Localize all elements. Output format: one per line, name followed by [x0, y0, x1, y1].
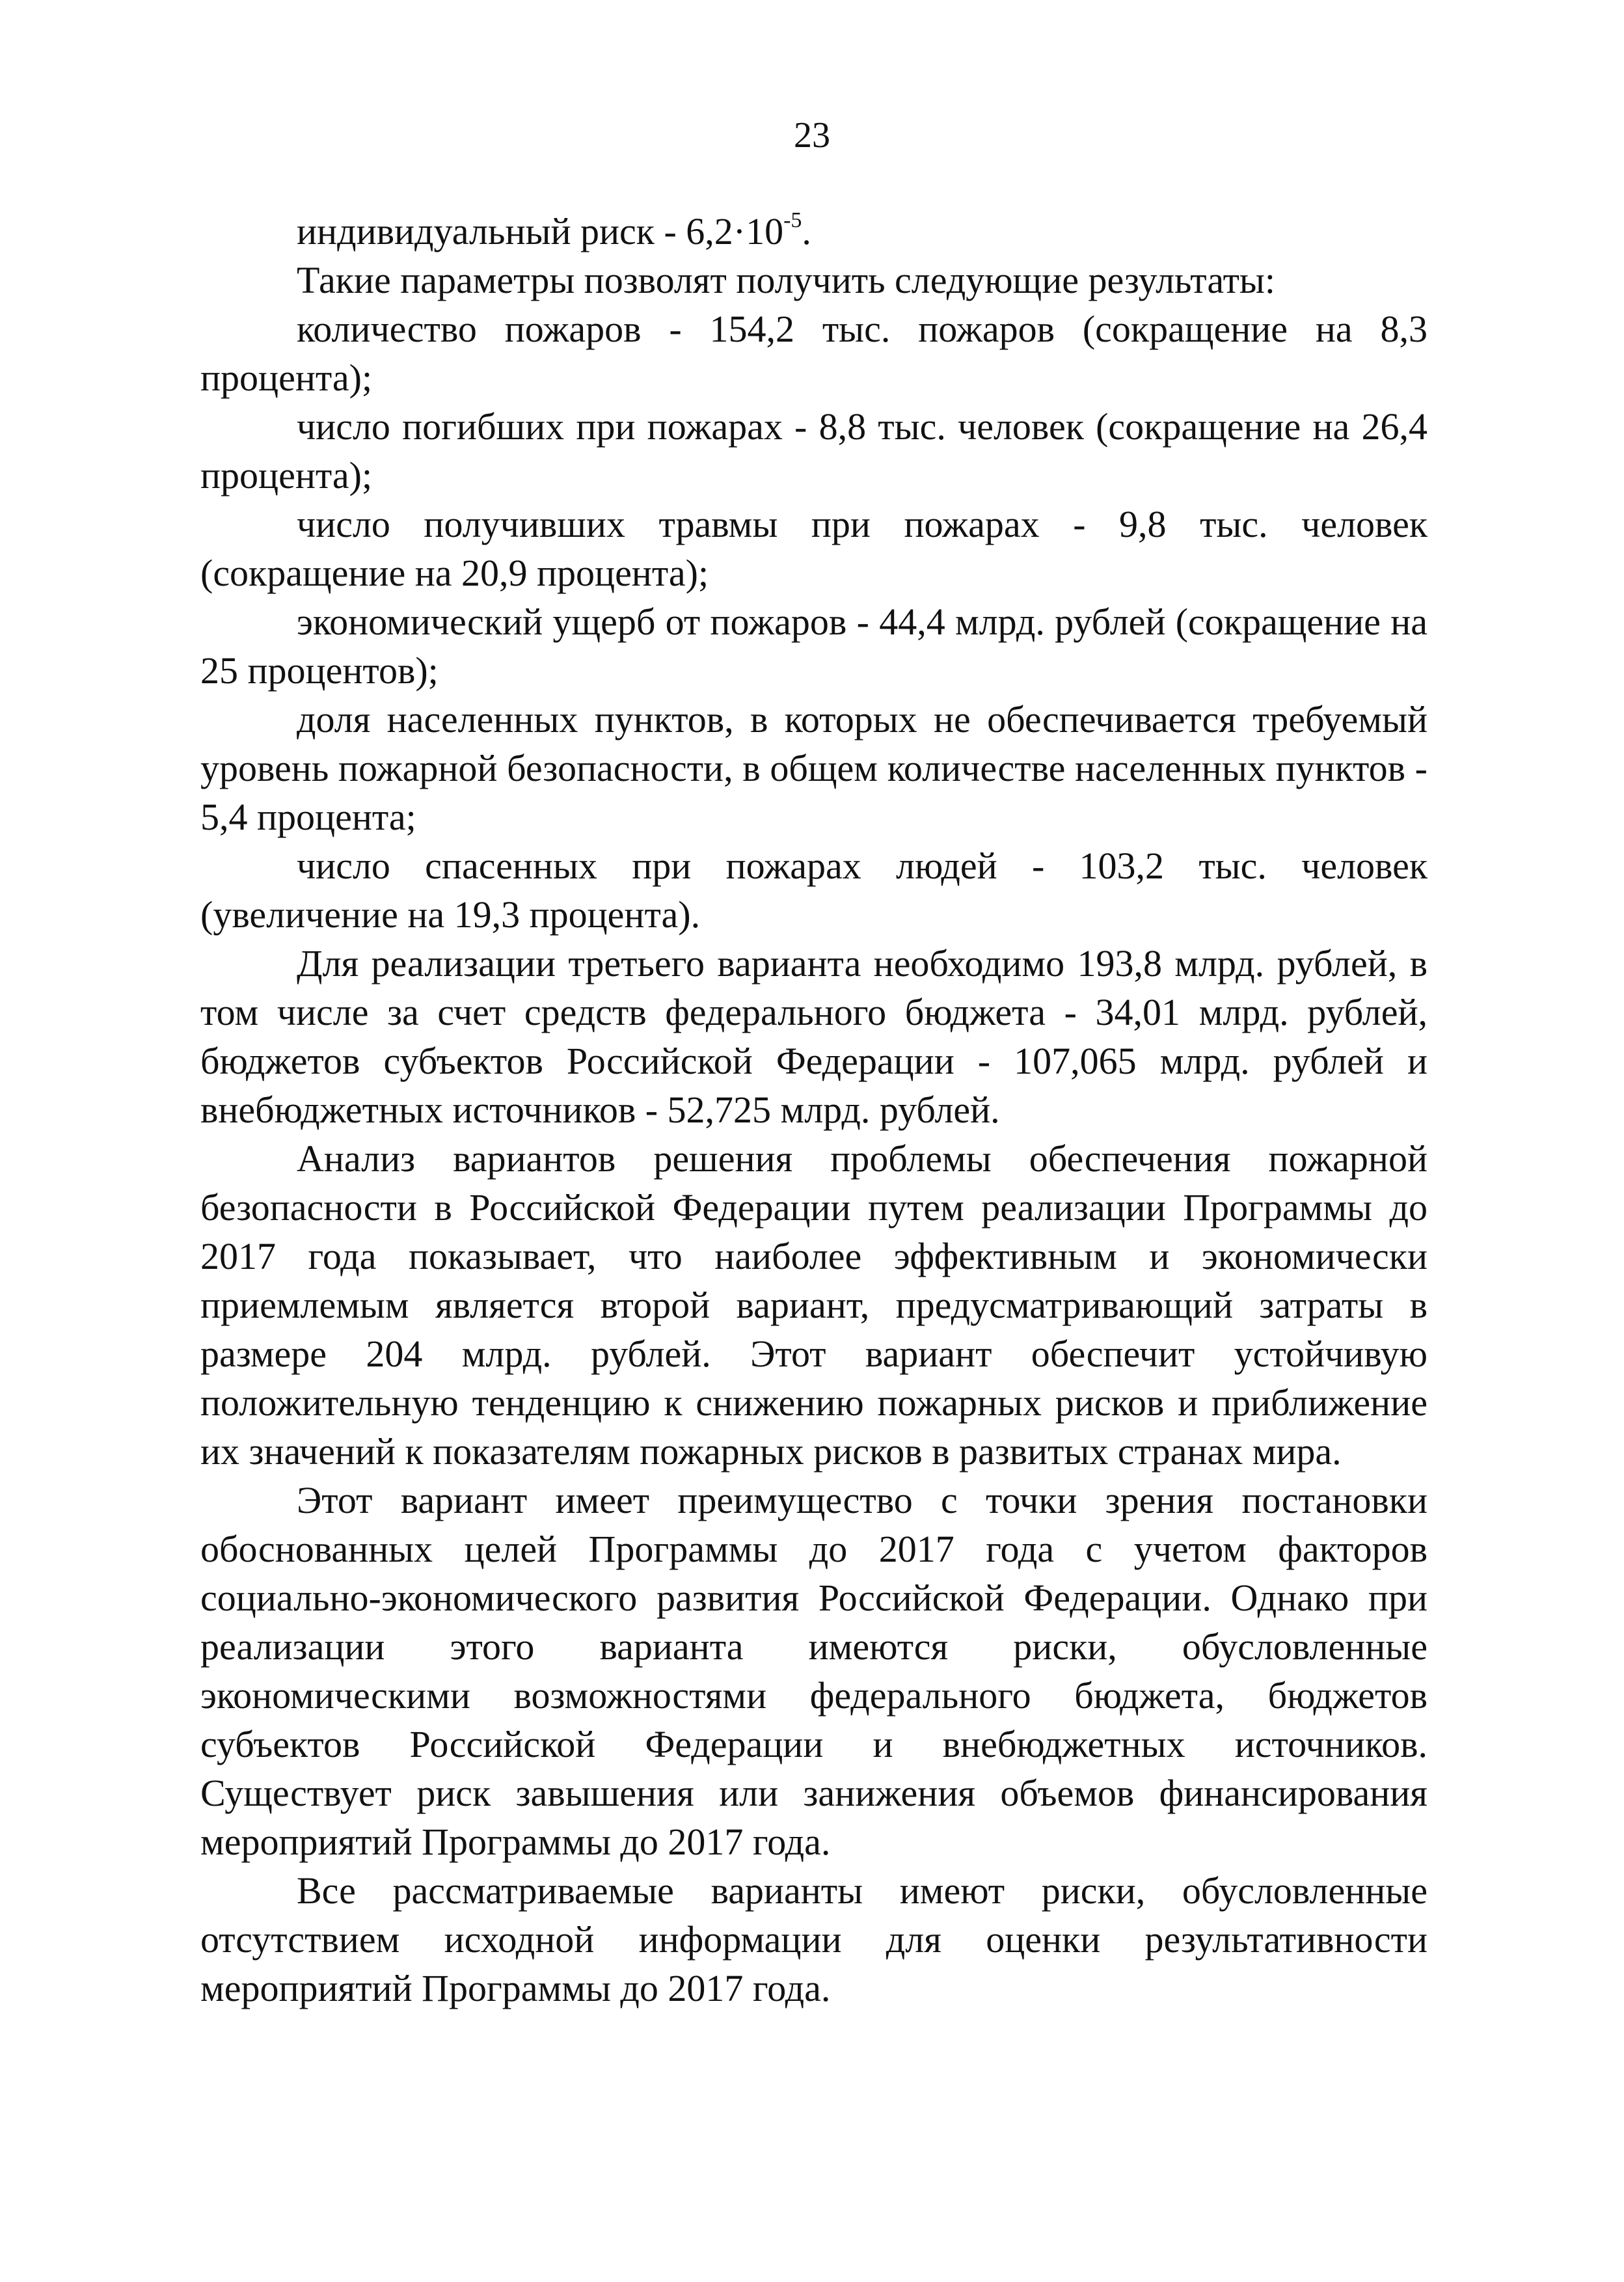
paragraph-economic-damage: экономический ущерб от пожаров - 44,4 млрд. рублей (сокращение на 25 процентов);	[200, 601, 1428, 692]
paragraph-third-variant-funding: Для реализации третьего варианта необходимо 193,8 млрд. рублей, в том числе за счет средств федерального бюджета - 34,01 млрд. рублей, бюджетов субъектов Российской Федерации - 107,065 млрд. рублей и внебюджетных источников - 52,725 млрд. рублей.	[200, 942, 1428, 1131]
paragraph-results-intro: Такие параметры позволят получить следующие результаты:	[297, 259, 1276, 301]
paragraph-variants-analysis: Анализ вариантов решения проблемы обеспечения пожарной безопасности в Российской Федерации путем реализации Программы до 2017 года показывает, что наиболее эффективным и экономически приемлемым является второй вариант, предусматривающий затраты в размере 204 млрд. рублей. Этот вариант обеспечит устойчивую положительную тенденцию к снижению пожарных рисков и приближение их значений к показателям пожарных рисков в развитых странах мира.	[200, 1137, 1428, 1473]
paragraph-rescued-people: число спасенных при пожарах людей - 103,2 тыс. человек (увеличение на 19,3 процента).	[200, 845, 1428, 936]
paragraph-fires-count: количество пожаров - 154,2 тыс. пожаров (сокращение на 8,3 процента);	[200, 308, 1428, 399]
paragraph-settlements-share: доля населенных пунктов, в которых не обеспечивается требуемый уровень пожарной безопасности, в общем количестве населенных пунктов - 5,4 процента;	[200, 698, 1428, 838]
individual-risk-exponent: -5	[783, 208, 802, 232]
paragraph-fatalities: число погибших при пожарах - 8,8 тыс. человек (сокращение на 26,4 процента);	[200, 405, 1428, 496]
paragraph-individual-risk	[200, 207, 1428, 256]
page-number: 23	[794, 115, 830, 156]
individual-risk-text: индивидуальный риск - 6,2·10	[297, 210, 784, 252]
individual-risk-tail: .	[802, 210, 811, 252]
paragraph-variant-advantage: Этот вариант имеет преимущество с точки зрения постановки обоснованных целей Программы до 2017 года с учетом факторов социально-экономического развития Российской Федерации. Однако при реализации этого варианта имеются риски, обусловленные экономическими возможностями федерального бюджета, бюджетов субъектов Российской Федерации и внебюджетных источников. Существует риск завышения или занижения объемов финансирования мероприятий Программы до 2017 года.	[200, 1479, 1428, 1863]
document-body	[200, 207, 1428, 2013]
paragraph-injuries: число получивших травмы при пожарах - 9,8 тыс. человек (сокращение на 20,9 процента);	[200, 503, 1428, 594]
paragraph-all-variants-risks: Все рассматриваемые варианты имеют риски, обусловленные отсутствием исходной информации для оценки результативности мероприятий Программы до 2017 года.	[200, 1869, 1428, 2009]
